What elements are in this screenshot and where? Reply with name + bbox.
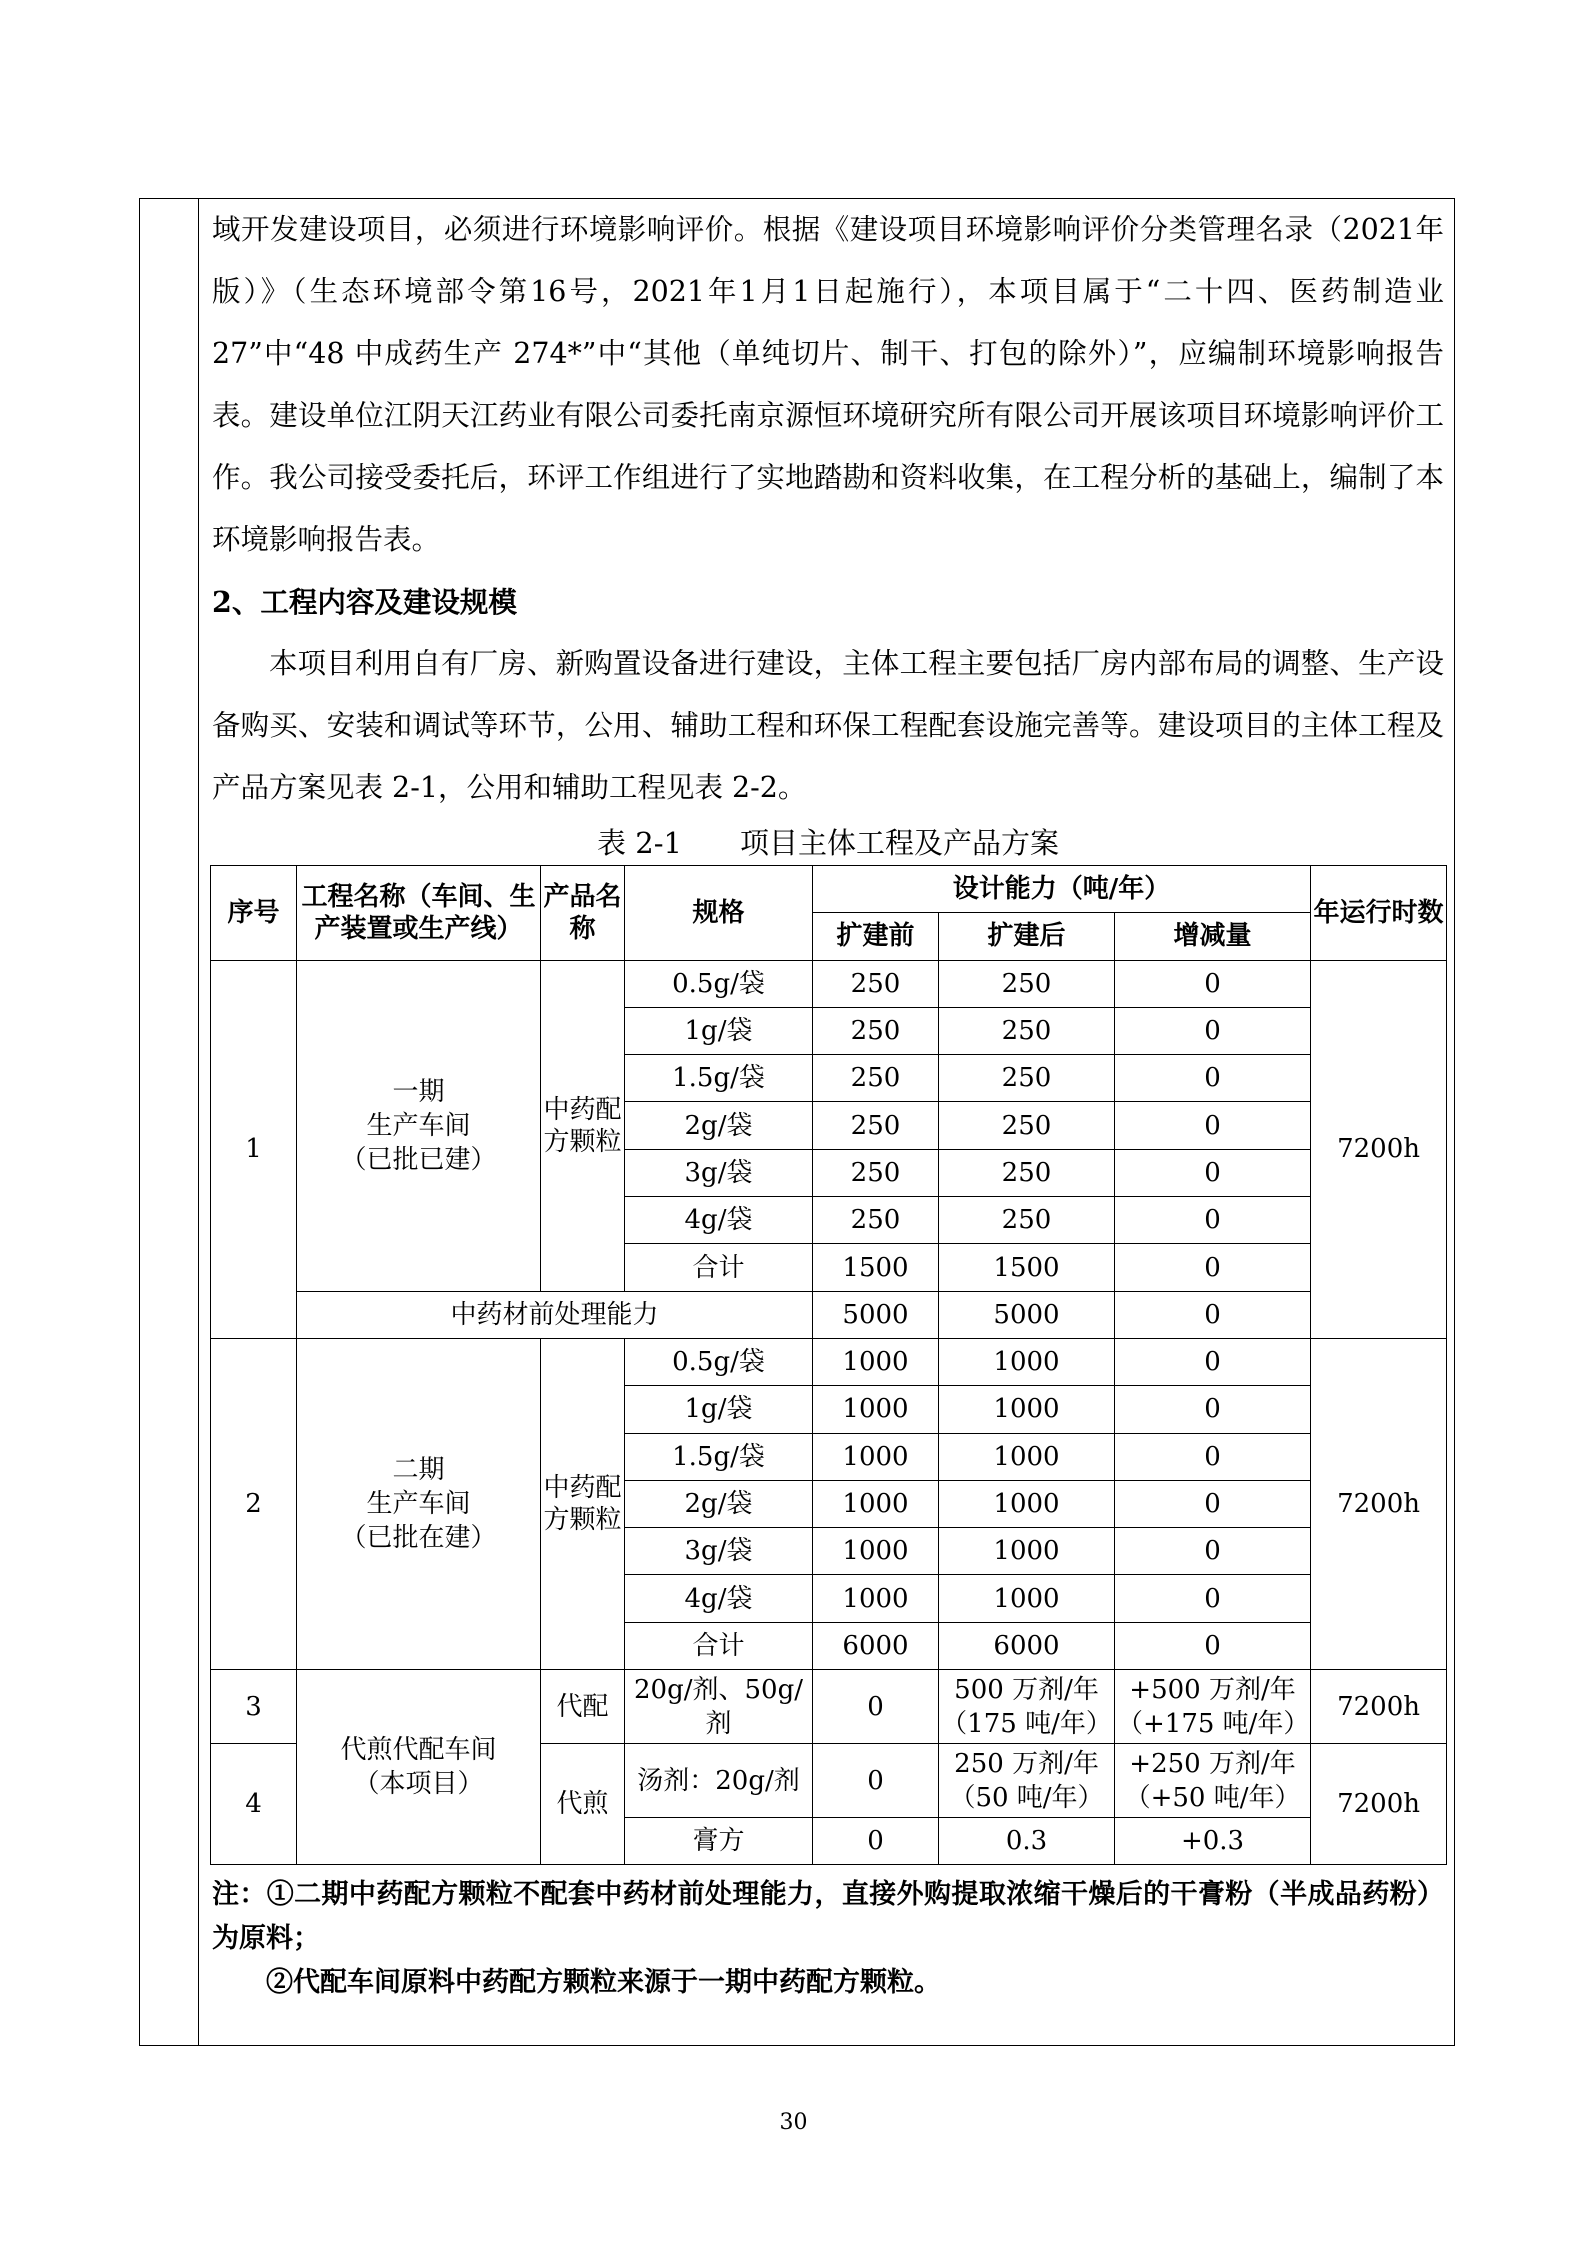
change-cell: +0.3: [1115, 1818, 1311, 1865]
spec-cell: 20g/剂、50g/剂: [625, 1670, 813, 1744]
header-capacity: 设计能力（吨/年）: [813, 866, 1311, 913]
spec-cell: 汤剂：20g/剂: [625, 1744, 813, 1818]
table-row: [211, 1670, 1447, 1744]
spec-cell: 1g/袋: [625, 1007, 813, 1054]
before-cell: 1000: [813, 1386, 939, 1433]
change-cell: 0: [1115, 1338, 1311, 1385]
header-after: 扩建后: [939, 913, 1115, 960]
seq-cell: 1: [211, 960, 297, 1338]
paragraph-2: 本项目利用自有厂房、新购置设备进行建设，主体工程主要包括厂房内部布局的调整、生产设备购买、安装和调试等环节，公用、辅助工程和环保工程配套设施完善等。建设项目的主体工程及产品方案见表 2-1，公用和辅助工程见表 2-2。: [212, 647, 1444, 804]
project-line: （已批已建）: [340, 1144, 497, 1175]
spec-cell: 合计: [625, 1622, 813, 1669]
before-cell: 250: [813, 1197, 939, 1244]
project-line: 生产车间: [366, 1489, 471, 1519]
after-cell: 250: [939, 1197, 1115, 1244]
hours-cell: 7200h: [1311, 1744, 1447, 1865]
after-cell: 250: [939, 1055, 1115, 1102]
hours-cell: 7200h: [1311, 1338, 1447, 1669]
header-seq: 序号: [211, 866, 297, 961]
after-cell: [939, 1744, 1115, 1818]
table-caption: 表 2-1 项目主体工程及产品方案: [597, 826, 1059, 860]
seq-cell: 3: [211, 1670, 297, 1744]
after-cell: 1000: [939, 1338, 1115, 1385]
change-cell: 0: [1115, 1480, 1311, 1527]
header-product: 产品名称: [541, 866, 625, 961]
after-line: （50 吨/年）: [949, 1782, 1104, 1813]
header-project: 工程名称（车间、生产装置或生产线）: [297, 866, 541, 961]
before-cell: 1500: [813, 1244, 939, 1291]
header-row: [211, 866, 1447, 913]
spec-cell: 1g/袋: [625, 1386, 813, 1433]
project-line: 代煎代配车间: [340, 1735, 497, 1766]
spec-cell: 2g/袋: [625, 1480, 813, 1527]
product-table: [210, 865, 1447, 1865]
change-cell: 0: [1115, 960, 1311, 1007]
spec-cell: 0.5g/袋: [625, 960, 813, 1007]
before-cell: 6000: [813, 1622, 939, 1669]
after-cell: 250: [939, 1102, 1115, 1149]
before-cell: 0: [813, 1744, 939, 1818]
change-cell: [1115, 1744, 1311, 1818]
before-cell: 250: [813, 1102, 939, 1149]
after-cell: 1000: [939, 1575, 1115, 1622]
after-cell: 250: [939, 1007, 1115, 1054]
after-cell: 1000: [939, 1386, 1115, 1433]
change-line: +250 万剂/年: [1129, 1748, 1296, 1779]
change-cell: 0: [1115, 1007, 1311, 1054]
spec-cell: 膏方: [625, 1818, 813, 1865]
spec-cell: 1.5g/袋: [625, 1055, 813, 1102]
change-cell: 0: [1115, 1244, 1311, 1291]
hours-cell: 7200h: [1311, 960, 1447, 1338]
spec-cell: 0.5g/袋: [625, 1338, 813, 1385]
note-1: 注：①二期中药配方颗粒不配套中药材前处理能力，直接外购提取浓缩干燥后的干膏粉（半成品药粉）为原料；: [212, 1879, 1444, 1955]
paragraph-1: 域开发建设项目，必须进行环境影响评价。根据《建设项目环境影响评价分类管理名录（2021年版）》（生态环境部令第16号，2021年1月1日起施行），本项目属于“二十四、医药制造业 27”中“48 中成药生产 274*”中“其他（单纯切片、制干、打包的除外）”，应编制环境影响报告表。建设单位江阴天江药业有限公司委托南京源恒环境研究所有限公司开展该项目环境影响评价工作。我公司接受委托后，环评工作组进行了实地踏勘和资料收集，在工程分析的基础上，编制了本环境影响报告表。: [212, 213, 1444, 556]
after-cell: 6000: [939, 1622, 1115, 1669]
page-frame: [139, 198, 1455, 2046]
change-cell: 0: [1115, 1386, 1311, 1433]
change-cell: 0: [1115, 1528, 1311, 1575]
after-cell: 250: [939, 960, 1115, 1007]
project-line: 一期: [392, 1076, 445, 1107]
change-cell: 0: [1115, 1055, 1311, 1102]
project-line: （已批在建）: [340, 1523, 497, 1553]
change-cell: 0: [1115, 1291, 1311, 1338]
after-cell: 1000: [939, 1480, 1115, 1527]
spec-cell: 3g/袋: [625, 1528, 813, 1575]
content-area: [212, 199, 1444, 2005]
table-row: [211, 960, 1447, 1007]
change-cell: 0: [1115, 1622, 1311, 1669]
frame-divider: [198, 199, 199, 2045]
before-cell: 250: [813, 1149, 939, 1196]
before-cell: 1000: [813, 1575, 939, 1622]
after-cell: [939, 1670, 1115, 1744]
product-cell: 中药配方颗粒: [541, 960, 625, 1291]
before-cell: 250: [813, 960, 939, 1007]
spec-cell: 合计: [625, 1244, 813, 1291]
header-spec: 规格: [625, 866, 813, 961]
header-change: 增减量: [1115, 913, 1311, 960]
after-cell: 250: [939, 1149, 1115, 1196]
project-line: 生产车间: [366, 1110, 471, 1141]
before-cell: 1000: [813, 1480, 939, 1527]
before-cell: 5000: [813, 1291, 939, 1338]
product-cell: 代配: [541, 1670, 625, 1744]
after-cell: 1000: [939, 1528, 1115, 1575]
after-cell: 1500: [939, 1244, 1115, 1291]
section-heading: 2、工程内容及建设规模: [212, 585, 517, 619]
before-cell: 250: [813, 1007, 939, 1054]
before-cell: 250: [813, 1055, 939, 1102]
after-line: 500 万剂/年: [954, 1674, 1099, 1705]
spec-cell: 4g/袋: [625, 1575, 813, 1622]
change-cell: [1115, 1670, 1311, 1744]
spec-cell: 4g/袋: [625, 1197, 813, 1244]
product-cell: 中药配方颗粒: [541, 1338, 625, 1669]
before-cell: 0: [813, 1818, 939, 1865]
spec-cell: 3g/袋: [625, 1149, 813, 1196]
change-cell: 0: [1115, 1575, 1311, 1622]
table-notes: [212, 1873, 1444, 2005]
project-cell: [297, 1338, 541, 1669]
change-line: （+175 吨/年）: [1117, 1708, 1310, 1739]
header-hours: 年运行时数: [1311, 866, 1447, 961]
change-cell: 0: [1115, 1197, 1311, 1244]
after-cell: 5000: [939, 1291, 1115, 1338]
project-cell: [297, 1670, 541, 1865]
header-before: 扩建前: [813, 913, 939, 960]
note-2: ②代配车间原料中药配方颗粒来源于一期中药配方颗粒。: [266, 1967, 941, 1999]
before-cell: 1000: [813, 1528, 939, 1575]
page-number: 30: [779, 2110, 808, 2135]
change-line: +500 万剂/年: [1129, 1674, 1296, 1705]
project-line: （本项目）: [353, 1769, 484, 1800]
table-row: [211, 1291, 1447, 1338]
project-line: 二期: [392, 1455, 445, 1485]
change-cell: 0: [1115, 1149, 1311, 1196]
table-row: [211, 1338, 1447, 1385]
after-line: （175 吨/年）: [941, 1708, 1112, 1739]
before-cell: 1000: [813, 1433, 939, 1480]
after-line: 250 万剂/年: [954, 1748, 1099, 1779]
after-cell: 0.3: [939, 1818, 1115, 1865]
pretreatment-label: 中药材前处理能力: [297, 1291, 813, 1338]
seq-cell: 4: [211, 1744, 297, 1865]
hours-cell: 7200h: [1311, 1670, 1447, 1744]
seq-cell: 2: [211, 1338, 297, 1669]
before-cell: 1000: [813, 1338, 939, 1385]
project-cell: [297, 960, 541, 1291]
before-cell: 0: [813, 1670, 939, 1744]
spec-cell: 1.5g/袋: [625, 1433, 813, 1480]
change-cell: 0: [1115, 1102, 1311, 1149]
change-cell: 0: [1115, 1433, 1311, 1480]
change-line: （+50 吨/年）: [1124, 1782, 1301, 1813]
after-cell: 1000: [939, 1433, 1115, 1480]
product-cell: 代煎: [541, 1744, 625, 1865]
spec-cell: 2g/袋: [625, 1102, 813, 1149]
